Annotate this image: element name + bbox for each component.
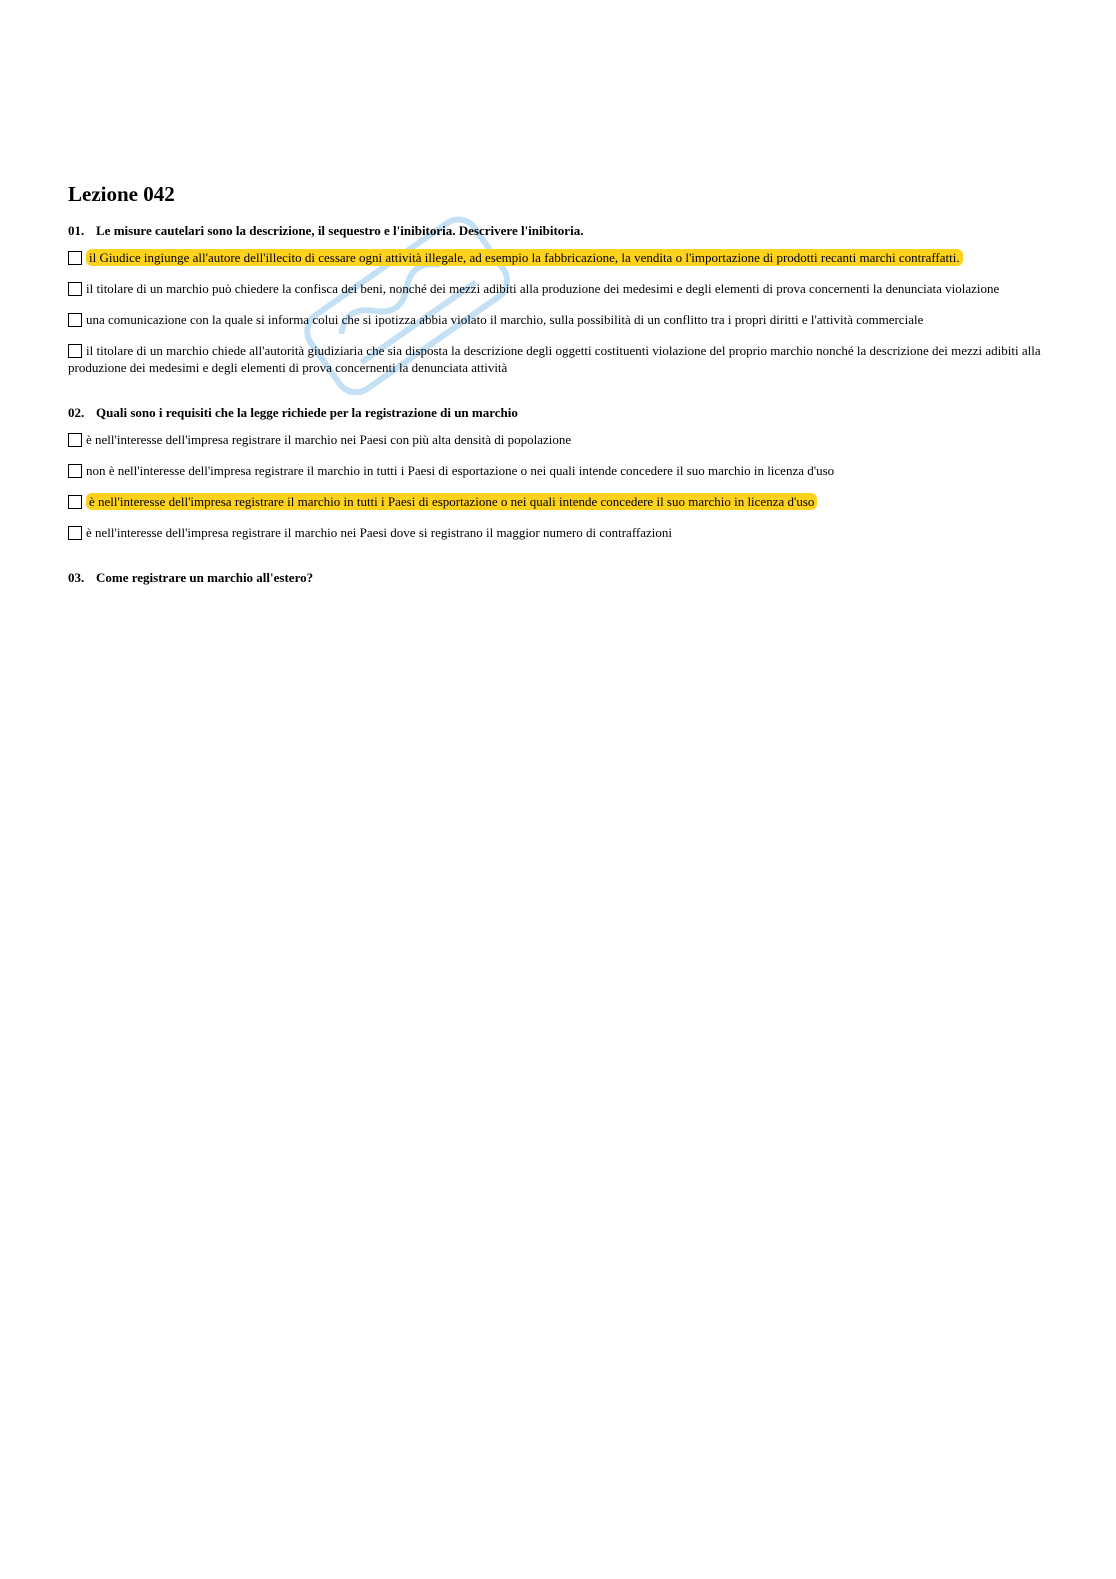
document-page [68,178,1048,596]
answer-text-highlighted: il Giudice ingiunge all'autore dell'illecito di cessare ogni attività illegale, ad esempio la fabbricazione, la vendita o l'importazione di prodotti recanti marchi contraffatti. [86,249,963,266]
answer-option[interactable] [68,431,1048,448]
checkbox[interactable] [68,526,82,540]
lesson-title: Lezione 042 [68,182,175,206]
checkbox[interactable] [68,251,82,265]
question-01 [68,222,1048,239]
question-text: Quali sono i requisiti che la legge richiede per la registrazione di un marchio [96,405,518,420]
answer-text: il titolare di un marchio può chiedere la confisca dei beni, nonché dei mezzi adibiti alla produzione dei medesimi e degli elementi di prova concernenti la denunciata violazione [86,281,1000,296]
answer-text: una comunicazione con la quale si informa colui che si ipotizza abbia violato il marchio, sulla possibilità di un conflitto tra i propri diritti e l'attività commerciale [86,312,924,327]
checkbox[interactable] [68,433,82,447]
question-number: 02. [68,405,85,420]
spacer [68,390,1048,404]
question-number: 01. [68,223,85,238]
answer-option[interactable] [68,524,1048,541]
checkbox[interactable] [68,282,82,296]
checkbox[interactable] [68,495,82,509]
checkbox[interactable] [68,313,82,327]
answer-text: non è nell'interesse dell'impresa registrare il marchio in tutti i Paesi di esportazione o nei quali intende concedere il suo marchio in licenza d'uso [86,463,835,478]
answer-option[interactable] [68,249,1048,266]
answer-text: il titolare di un marchio chiede all'autorità giudiziaria che sia disposta la descrizione degli oggetti costituenti violazione del proprio marchio nonché la descrizione dei mezzi adibiti alla produzione dei medesimi e degli elementi di prova concernenti la denunciata attività [68,343,1041,375]
answer-text-highlighted: è nell'interesse dell'impresa registrare il marchio in tutti i Paesi di esportazione o nei quali intende concedere il suo marchio in licenza d'uso [86,493,817,510]
checkbox[interactable] [68,464,82,478]
question-text: Come registrare un marchio all'estero? [96,570,314,585]
answer-option[interactable] [68,462,1048,479]
answer-text: è nell'interesse dell'impresa registrare il marchio nei Paesi con più alta densità di popolazione [86,432,572,447]
answer-text: è nell'interesse dell'impresa registrare il marchio nei Paesi dove si registrano il maggior numero di contraffazioni [86,525,673,540]
answer-option[interactable] [68,311,1048,328]
answer-option[interactable] [68,493,1048,510]
answer-option[interactable] [68,280,1048,297]
checkbox[interactable] [68,344,82,358]
question-02 [68,404,1048,421]
question-number: 03. [68,570,85,585]
question-text: Le misure cautelari sono la descrizione, il sequestro e l'inibitoria. Descrivere l'inibitoria. [96,223,584,238]
spacer [68,555,1048,569]
question-03 [68,569,1048,586]
answer-option[interactable] [68,342,1048,376]
